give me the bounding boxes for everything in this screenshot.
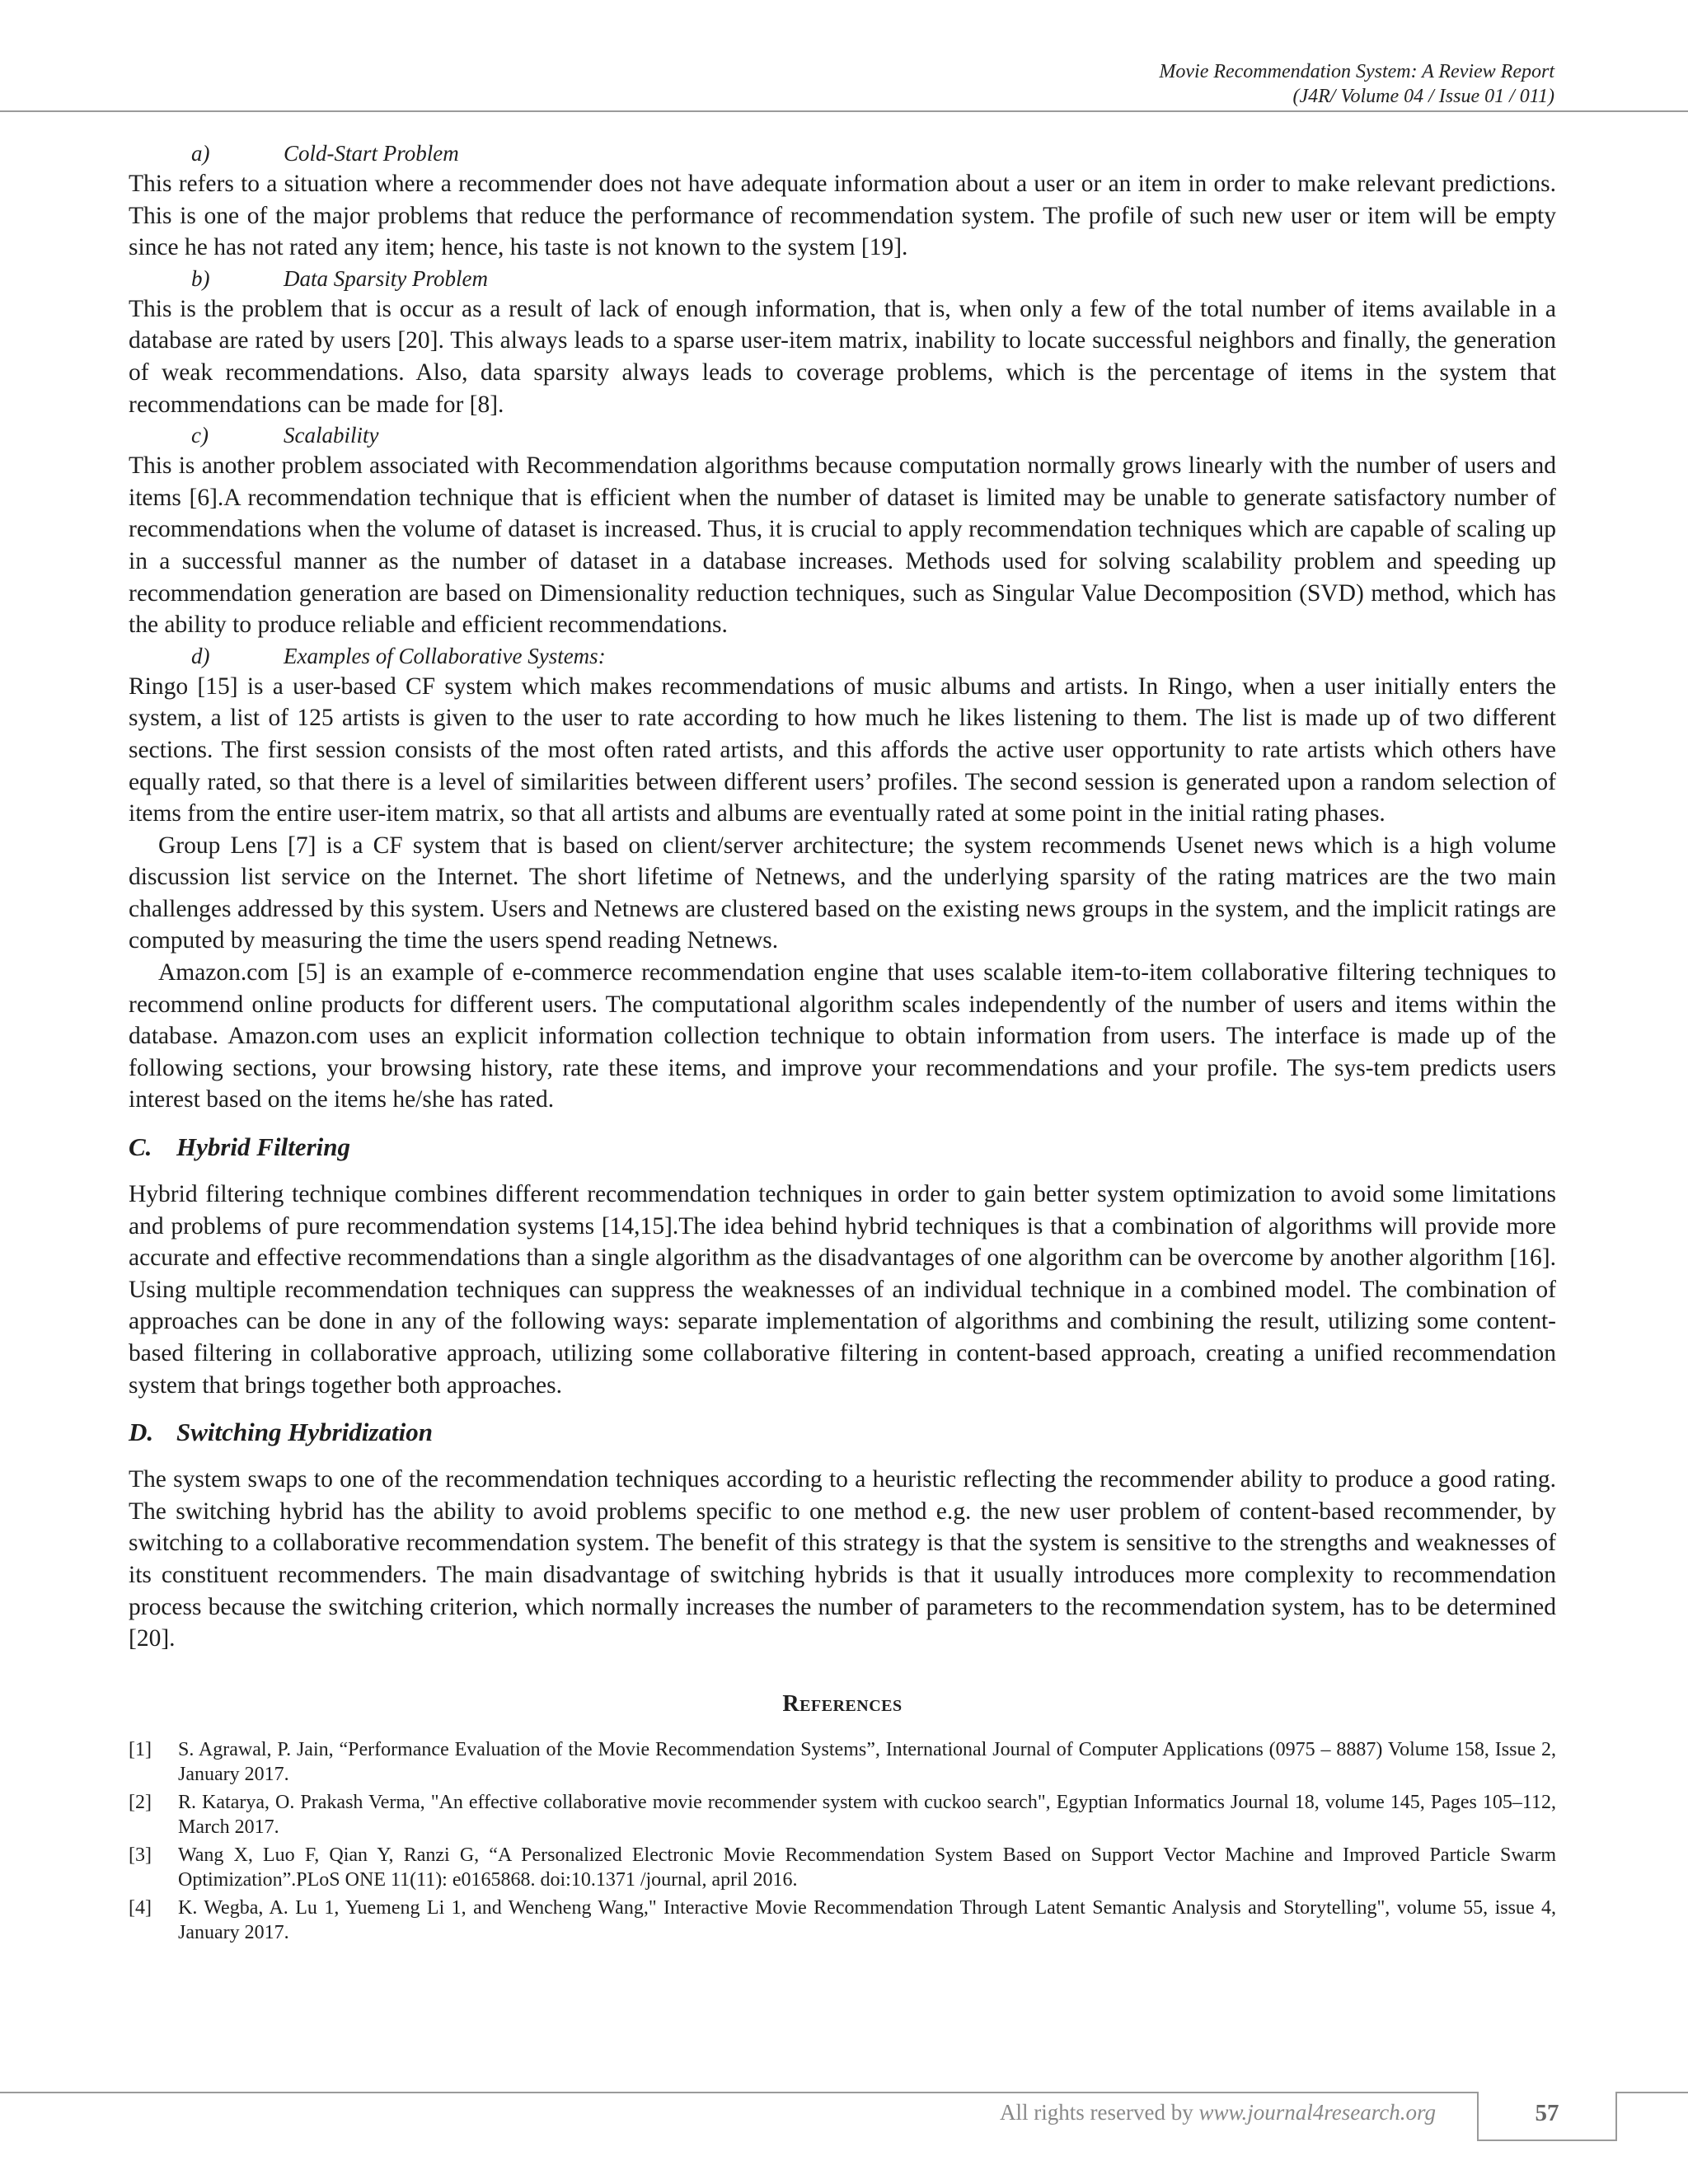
reference-number: [4] [129,1896,152,1919]
section-title: Switching Hybridization [176,1418,433,1447]
body-paragraph: This is another problem associated with Recommendation algorithms because computation normally grows linearly with the number of users and items [6].A recommendation technique that is efficient when the number of dataset is limited may be unable to generate satisfactory number of recommendations when the volume of dataset is increased. Thus, it is crucial to apply recommendation techniques which are capable of scaling up in a successful manner as the number of dataset in a database increases. Methods used for solving scalability problem and speeding up recommendation generation are based on Dimensionality reduction techniques, such as Singular Value Decomposition (SVD) method, which has the ability to produce reliable and efficient recommendations. [129,452,1556,639]
subsection-letter: b) [191,265,210,291]
reference-item [129,1843,1556,1893]
body-paragraph: Group Lens [7] is a CF system that is based on client/server architecture; the system recommends Usenet news which is a high volume discussion list service on the Internet. The short lifetime of Netnews, and the underlying sparsity of the rating matrices are the two main challenges addressed by this system. Users and Netnews are clustered based on the existing news groups in the system, and the implicit ratings are computed by measuring the time the users spend reading Netnews. [129,832,1556,954]
reference-number: [1] [129,1738,152,1760]
footer-rule-tail [1615,2092,1688,2093]
references-heading: References [782,1690,903,1717]
header-rule [0,110,1688,112]
reference-text: R. Katarya, O. Prakash Verma, "An effective collaborative movie recommender system with cuckoo search", Egyptian Informatics Journal 18, volume 145, Pages 105–112, March 2017. [178,1791,1556,1839]
body-paragraph: This refers to a situation where a recommender does not have adequate information about a user or an item in order to make relevant predictions. This is one of the major problems that reduce the performance of recommendation system. The profile of such new user or item will be empty since he has not rated any item; hence, his taste is not known to the system [19]. [129,171,1556,261]
subsection-letter: d) [191,643,210,668]
footer-rule [0,2092,1477,2093]
reference-text: Wang X, Luo F, Qian Y, Ranzi G, “A Personalized Electronic Movie Recommendation System Based on Support Vector Machine and Improved Particle Swarm Optimization”.PLoS ONE 11(11): e0165868. doi:10.1371 /journal, april 2016. [178,1844,1556,1891]
reference-number: [3] [129,1844,152,1866]
page-body [129,138,1556,1948]
reference-item [129,1790,1556,1840]
subsection-title: Cold-Start Problem [284,141,459,166]
reference-number: [2] [129,1791,152,1813]
subsection-heading [129,264,1556,293]
section-letter: C. [129,1132,152,1162]
reference-text: S. Agrawal, P. Jain, “Performance Evaluation of the Movie Recommendation Systems”, International Journal of Computer Applications (0975 – 8887) Volume 158, Issue 2, January 2017. [178,1738,1556,1786]
header-issue: (J4R/ Volume 04 / Issue 01 / 011) [1292,86,1554,107]
subsection-heading [129,420,1556,450]
body-paragraph: Amazon.com [5] is an example of e-commerce recommendation engine that uses scalable item-to-item collaborative filtering techniques to recommend online products for different users. The computational algorithm scales independently of the number of users and items within the database. Amazon.com uses an explicit information collection technique to obtain information from users. The interface is made up of the following sections, your browsing history, rate these items, and improve your recommendations and your profile. The sys-tem predicts users interest based on the items he/she has rated. [129,959,1556,1113]
reference-item [129,1737,1556,1788]
section-heading [129,1416,1556,1449]
body-blocks [129,138,1556,1655]
section-heading [129,1131,1556,1164]
subsection-title: Scalability [284,423,379,448]
footer-copyright [1000,2100,1436,2125]
subsection-heading [129,138,1556,168]
footer-site-link[interactable]: www.journal4research.org [1198,2100,1436,2125]
subsection-letter: c) [191,423,209,448]
reference-item [129,1896,1556,1946]
body-paragraph: The system swaps to one of the recommendation techniques according to a heuristic reflecting the recommender ability to produce a good rating. The switching hybrid has the ability to avoid problems specific to one method e.g. the new user problem of content-based recommender, by switching to a collaborative recommendation system. The benefit of this strategy is that the system is sensitive to the strengths and weaknesses of its constituent recommenders. The main disadvantage of switching hybrids is that it usually introduces more complexity to recommendation process because the switching criterion, which normally increases the number of parameters to the recommendation system, has to be determined [20]. [129,1466,1556,1652]
subsection-letter: a) [191,141,210,166]
subsection-title: Examples of Collaborative Systems: [284,643,606,668]
running-header [1159,59,1554,109]
footer-rights: All rights reserved by [1000,2100,1193,2125]
reference-list [129,1737,1556,1946]
subsection-title: Data Sparsity Problem [284,265,488,291]
body-paragraph: This is the problem that is occur as a result of lack of enough information, that is, when only a few of the total number of items available in a database are rated by users [20]. This always leads to a sparse user-item matrix, inability to locate successful neighbors and finally, the generation of weak recommendations. Also, data sparsity always leads to coverage problems, which is the percentage of items in the system that recommendations can be made for [8]. [129,295,1556,418]
page-number: 57 [1535,2100,1559,2126]
reference-text: K. Wegba, A. Lu 1, Yuemeng Li 1, and Wencheng Wang," Interactive Movie Recommendation Through Latent Semantic Analysis and Storytelling", volume 55, issue 4, January 2017. [178,1896,1556,1944]
section-title: Hybrid Filtering [176,1132,350,1162]
subsection-heading [129,641,1556,671]
section-letter: D. [129,1418,154,1447]
body-paragraph: Ringo [15] is a user-based CF system which makes recommendations of music albums and artists. In Ringo, when a user initially enters the system, a list of 125 artists is given to the user to rate according to how much he likes listening to them. The list is made up of two different sections. The first session consists of the most often rated artists, and this affords the active user opportunity to rate artists which others have equally rated, so that there is a level of similarities between different users’ profiles. The second session is generated upon a random selection of items from the entire user-item matrix, so that all artists and albums are eventually rated at some point in the initial rating phases. [129,673,1556,827]
header-title: Movie Recommendation System: A Review Report [1159,61,1554,82]
body-paragraph: Hybrid filtering technique combines different recommendation techniques in order to gain better system optimization to avoid some limitations and problems of pure recommendation systems [14,15].The idea behind hybrid techniques is that a combination of algorithms will provide more accurate and effective recommendations than a single algorithm as the disadvantages of one algorithm can be overcome by another algorithm [16]. Using multiple recommendation techniques can suppress the weaknesses of an individual technique in a combined model. The combination of approaches can be done in any of the following ways: separate implementation of algorithms and combining the result, utilizing some content-based filtering in collaborative approach, utilizing some collaborative filtering in content-based approach, creating a unified recommendation system that brings together both approaches. [129,1181,1556,1399]
